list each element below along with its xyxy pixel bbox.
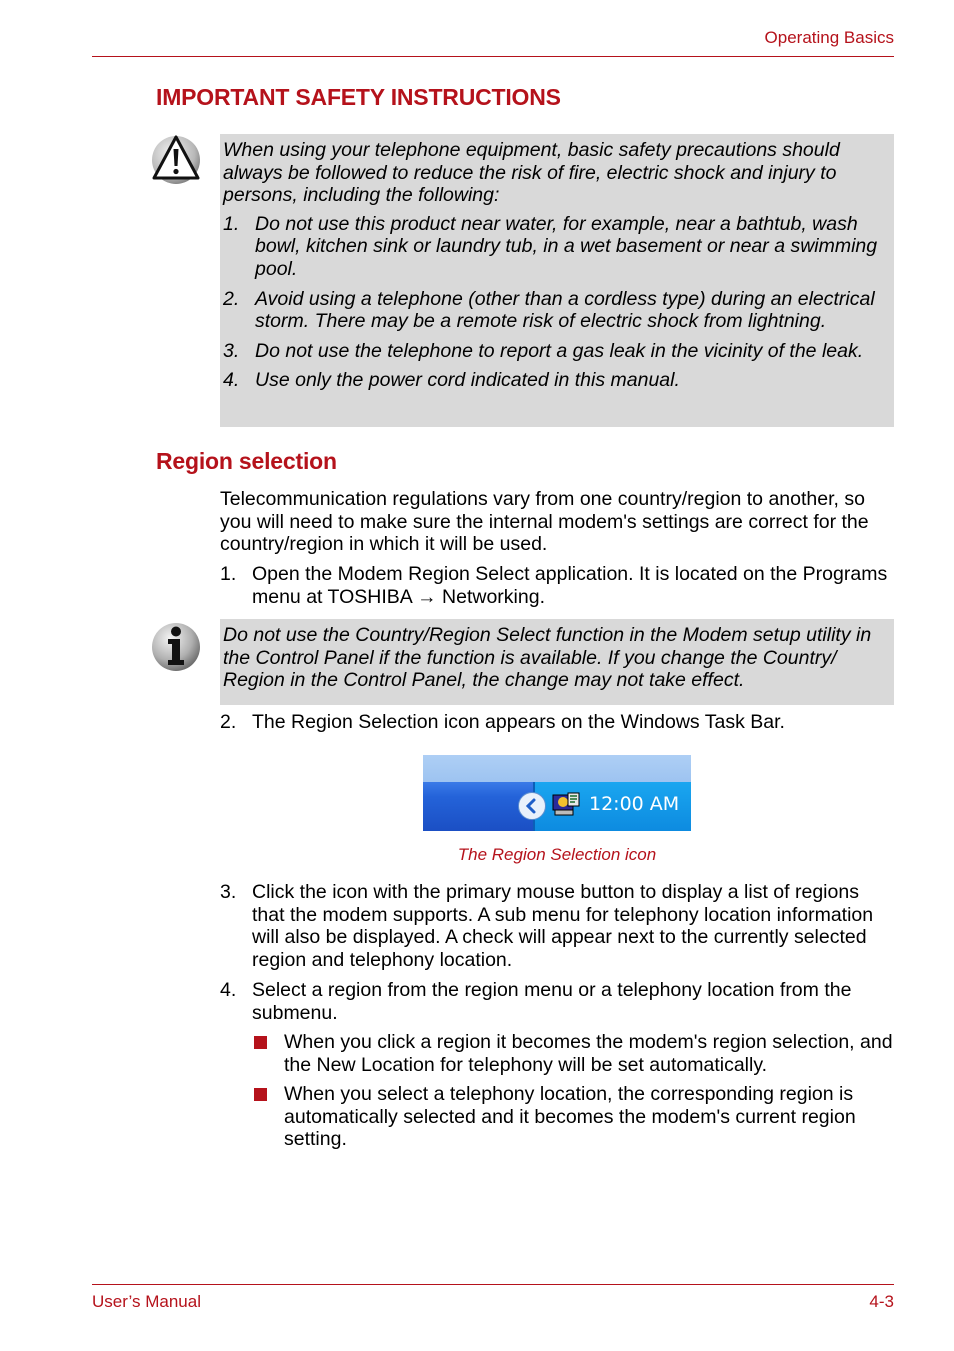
step-text: Click the icon with the primary mouse button to display a list of regions that the modem supports. A sub menu for telephony location information will also be displayed. A check will appear next to the currently selected region and telephony location. [252, 881, 874, 971]
info-note-box [220, 619, 894, 705]
step-text: Open the Modem Region Select application. It is located on the Programs menu at TOSHIBA → Networking. [252, 563, 888, 608]
safety-note-box [220, 134, 894, 427]
step-number: 2. [220, 711, 237, 733]
bullet-square [254, 1036, 267, 1049]
step-number: 3. [220, 881, 237, 903]
safety-item-number: 4. [223, 369, 240, 392]
step-4 [220, 979, 894, 1024]
safety-item-text: Use only the power cord indicated in this manual. [255, 369, 680, 392]
safety-item-text: Avoid using a telephone (other than a cordless type) during an electrical storm. There may be a remote risk of electric shock from lightning. [255, 287, 875, 333]
safety-item-number: 2. [223, 287, 240, 310]
safety-item [223, 369, 890, 392]
safety-item-text: Do not use this product near water, for example, near a bathtub, wash bowl, kitchen sink or laundry tub, in a wet basement or near a swimming pool. [255, 212, 878, 280]
header-section-title: Operating Basics [764, 28, 894, 47]
taskbar-screenshot [423, 755, 691, 831]
info-note-text: Do not use the Country/Region Select function in the Modem setup utility in the Control Panel if the function is available. If you change the Country/ Region in the Control Panel, the change may not take effect. [223, 624, 872, 692]
safety-item [223, 288, 890, 333]
region-intro: Telecommunication regulations vary from one country/region to another, so you will need to make sure the internal modem's settings are correct for the country/region in which it will be used. [220, 488, 869, 556]
bullet-item [252, 1083, 894, 1151]
warning-icon [150, 132, 202, 184]
region-heading: Region selection [156, 448, 337, 474]
bullet-item [252, 1031, 894, 1076]
step-1 [220, 563, 894, 608]
figure-caption: The Region Selection icon [457, 845, 657, 864]
safety-item-number: 3. [223, 339, 240, 362]
bullet-text: When you select a telephony location, the corresponding region is automatically selected and it becomes the modem's current region setting. [284, 1083, 856, 1151]
safety-intro: When using your telephone equipment, basic safety precautions should always be followed to reduce the risk of fire, electric shock and injury to persons, including the following: [223, 139, 840, 207]
safety-item-number: 1. [223, 212, 240, 235]
safety-item [223, 340, 890, 363]
region-selection-icon[interactable] [551, 791, 581, 819]
step-3 [220, 881, 894, 971]
step-text: The Region Selection icon appears on the Windows Task Bar. [252, 711, 785, 733]
safety-item-text: Do not use the telephone to report a gas leak in the vicinity of the leak. [255, 339, 864, 362]
bullet-square [254, 1088, 267, 1101]
step-number: 1. [220, 563, 237, 585]
footer-rule [92, 1284, 894, 1285]
taskbar-clock[interactable]: 12:00 AM [589, 793, 680, 815]
show-hidden-icons-chevron-icon[interactable] [518, 792, 546, 820]
safety-item [223, 213, 890, 281]
step-text: Select a region from the region menu or a telephony location from the submenu. [252, 979, 852, 1024]
footer-manual-title: User’s Manual [92, 1292, 201, 1311]
step-number: 4. [220, 979, 237, 1001]
safety-list [223, 213, 890, 392]
header-rule [92, 56, 894, 57]
footer-page-number: 4-3 [869, 1292, 894, 1311]
info-icon [150, 620, 202, 672]
step-2 [220, 711, 894, 734]
bullet-text: When you click a region it becomes the modem's region selection, and the New Location for telephony will be set automatically. [284, 1031, 893, 1076]
safety-heading: IMPORTANT SAFETY INSTRUCTIONS [156, 84, 561, 110]
